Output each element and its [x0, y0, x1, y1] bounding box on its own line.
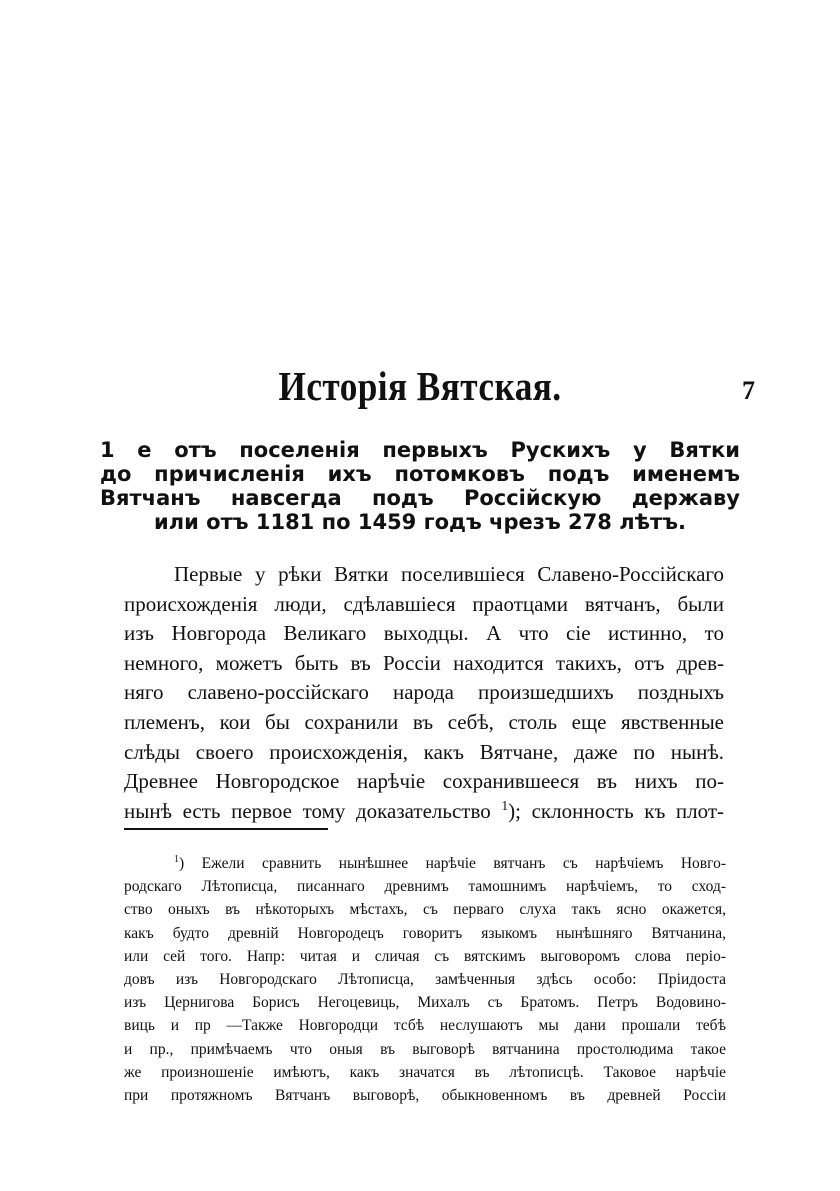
footnote-line: родскаго Лѣтописца, писаннаго древнимъ тамошнимъ нарѣчіемъ, то сход-: [124, 878, 726, 896]
subtitle-line: до причисленія ихъ потомковъ подъ именемъ: [100, 462, 740, 486]
body-line: происхожденія люди, сдѣлавшіеся праотцами вятчанъ, были: [124, 591, 724, 616]
footnote-line: и пр., примѣчаемъ что оныя въ выговорѣ вятчанина простолюдима такое: [124, 1040, 726, 1058]
subtitle-line: Вятчанъ навсегда подъ Россійскую державу: [100, 486, 740, 510]
body-line: немного, можетъ быть въ Россіи находится такихъ, отъ древ-: [124, 650, 724, 675]
footnote-line: при протяжномъ Вятчанъ выговорѣ, обыкновенномъ въ древней Россіи: [124, 1087, 726, 1105]
body-line: племенъ, кои бы сохранили въ себѣ, столь еще явственные: [124, 709, 724, 734]
footnote-divider: [124, 828, 328, 830]
body-line-part: нынѣ есть первое тому доказательство: [124, 798, 491, 823]
subtitle-line: 1 е отъ поселенія первыхъ Рускихъ у Вятки: [100, 438, 740, 462]
footnote-line: какъ будто древній Новгородецъ говоритъ языкомъ нынѣшняго Вятчанина,: [124, 924, 726, 942]
body-line: изъ Новгорода Великаго выходцы. А что сіе истинно, то: [124, 621, 724, 646]
body-line-last: [124, 797, 724, 827]
footnote: [124, 852, 726, 1107]
body-line: слѣды своего происхожденія, какъ Вятчане, даже по нынѣ.: [124, 739, 724, 764]
footnote-line: довъ изъ Новгородскаго Лѣтописца, замѣченныя здѣсь особо: Пріидоста: [124, 971, 726, 989]
footnote-line-text: ) Ежели сравнить нынѣшнее нарѣчіе вятчанъ съ нарѣчіемъ Новго-: [179, 855, 726, 872]
footnote-line: изъ Цернигова Борисъ Негоцевиць, Михалъ съ Братомъ. Петръ Водовино-: [124, 994, 726, 1012]
footnote-line: виць и пр —Также Новгородци тсбѣ неслушаютъ мы дани прошали тебѣ: [124, 1017, 726, 1035]
footnote-line: ство оныхъ въ нѣкоторыхъ мѣстахъ, съ перваго слуха такъ ясно окажется,: [124, 901, 726, 919]
footnote-line: же произношеніе имѣютъ, какъ значатся въ лѣтописцѣ. Таковое нарѣчіе: [124, 1063, 726, 1081]
page-number: 7: [742, 376, 755, 405]
chapter-subtitle: [100, 438, 740, 534]
footnote-reference[interactable]: 1: [501, 797, 509, 813]
page-title: Исторія Вятская.: [278, 363, 562, 409]
subtitle-line: или отъ 1181 по 1459 годъ чрезъ 278 лѣтъ.: [154, 510, 686, 534]
body-line-part: ); склонность къ плот-: [508, 798, 725, 823]
footnote-line: или сей того. Напр: читая и сличая съ вятскимъ выговоромъ слова періо-: [124, 947, 726, 965]
footnote-marker: 1: [174, 853, 180, 865]
body-line: Первые у рѣки Вятки поселившіеся Славено-Россійскаго: [174, 562, 724, 586]
footnote-line: [124, 852, 726, 875]
body-paragraph: [124, 560, 724, 826]
body-line: няго славено-россійскаго народа произшедшихъ поздныхъ: [124, 680, 724, 705]
body-line: Древнее Новгородское нарѣчіе сохранившееся въ нихъ по-: [124, 769, 724, 794]
